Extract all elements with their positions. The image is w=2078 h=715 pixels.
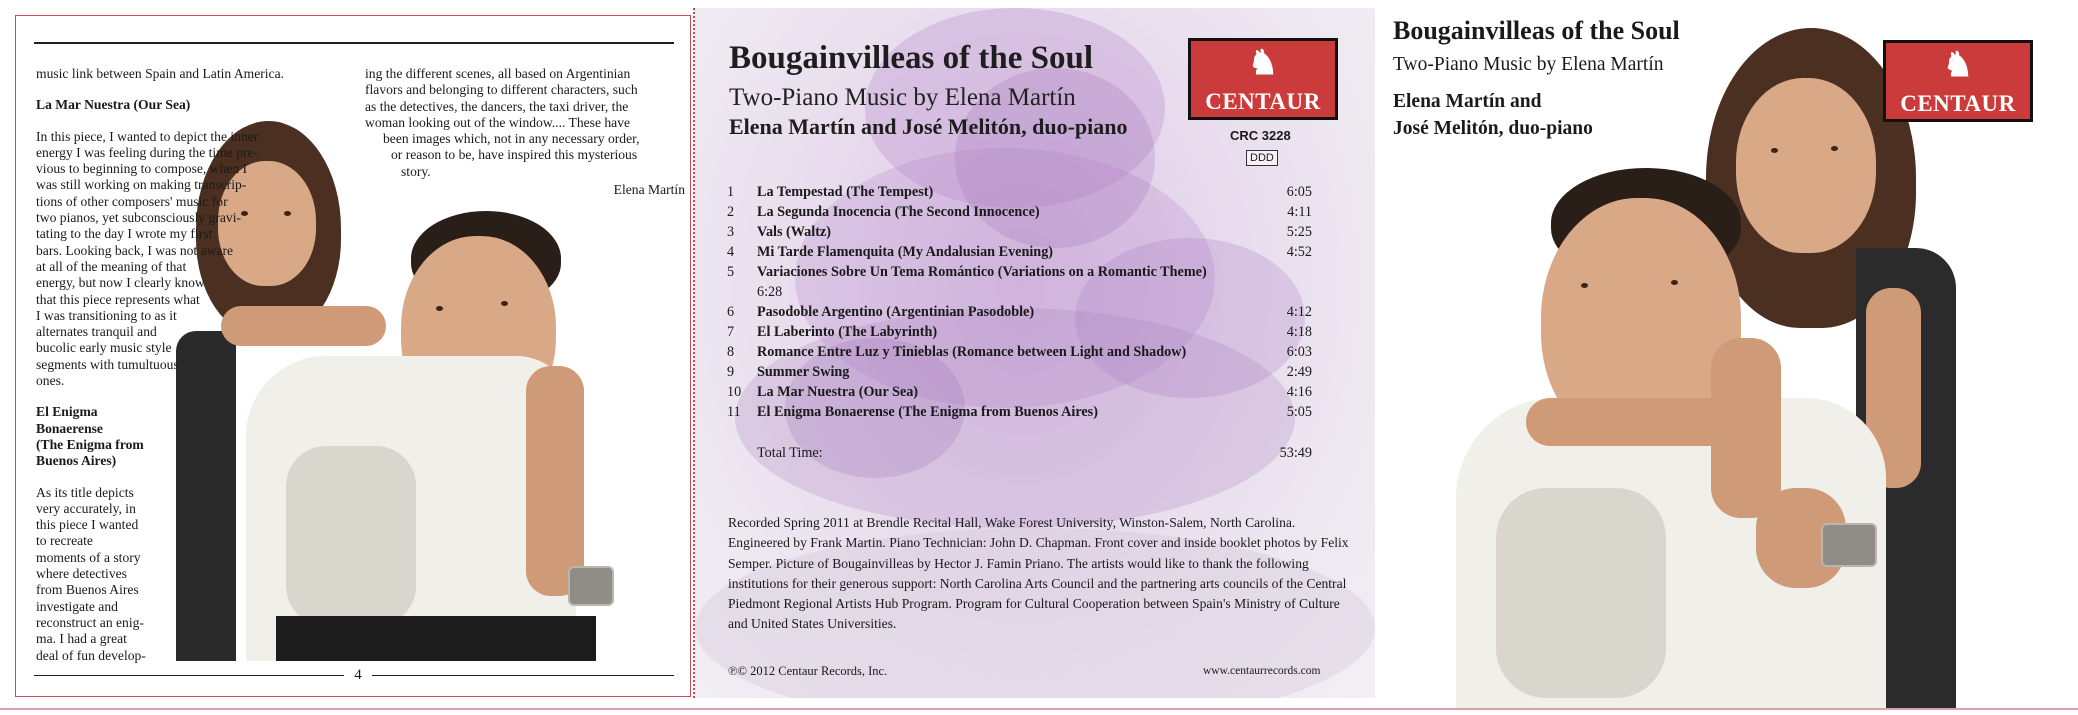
text-line: story. <box>401 163 431 179</box>
centaur-icon: ♞ <box>1942 47 1974 84</box>
text-line: energy, but now I clearly know <box>36 275 205 291</box>
track-title: La Mar Nuestra (Our Sea) <box>757 384 919 400</box>
cover-performers <box>1393 88 1693 142</box>
bottom-rule-left <box>34 675 344 676</box>
text-line: (The Enigma from <box>36 436 144 452</box>
track-duration: 4:12 <box>1286 304 1312 320</box>
track-row <box>727 204 1312 224</box>
ddd-badge: DDD <box>1246 150 1278 166</box>
track-duration: 4:11 <box>1287 204 1312 220</box>
track-number: 5 <box>727 264 735 280</box>
track-number: 2 <box>727 204 735 220</box>
track-number: 3 <box>727 224 735 240</box>
track-duration: 6:28 <box>757 284 783 300</box>
text-line: very accurately, in <box>36 500 136 516</box>
bottom-rule-right <box>372 675 674 676</box>
text-line: to recreate <box>36 533 93 549</box>
track-title: El Enigma Bonaerense (The Enigma from Buenos Aires) <box>757 404 1098 420</box>
text-line: been images which, not in any necessary order, <box>383 131 640 147</box>
booklet-paragraph: music link between Spain and Latin America. <box>36 66 285 81</box>
cover-title: Bougainvilleas of the Soul <box>1393 16 1680 45</box>
tray-card <box>693 8 1375 698</box>
booklet-heading <box>36 404 346 469</box>
track-row <box>727 364 1312 384</box>
booklet-paragraph <box>36 485 346 664</box>
track-number: 8 <box>727 344 735 360</box>
text-line: tating to the day I wrote my first <box>36 226 213 242</box>
track-number: 1 <box>727 184 735 200</box>
booklet-heading: La Mar Nuestra (Our Sea) <box>36 97 191 113</box>
text-line: segments with tumultuous <box>36 356 179 372</box>
track-duration: 5:05 <box>1286 404 1312 420</box>
catalog-number: CRC 3228 <box>1230 128 1291 143</box>
text-line: as the detectives, the dancers, the taxi driver, the <box>365 98 629 114</box>
recording-credits: Recorded Spring 2011 at Brendle Recital Hall, Wake Forest University, Winston-Salem, North Carolina. Engineered by Frank Martin. Piano Technician: John D. Chapman. Front cover and inside booklet photos by Felix Semper. Picture of Bougainvilleas by Hector J. Famin Priano. The artists would like to thank the following institutions for their generous support: North Carolina Arts Council and the partnering arts councils of the Central Piedmont Regional Artists Hub Program. Program for Cultural Cooperation between Spain's Ministry of Culture and United States Universities. <box>728 515 1349 632</box>
text-line: ing the different scenes, all based on Argentinian <box>365 66 631 81</box>
text-line: where detectives <box>36 566 127 582</box>
track-row <box>727 244 1312 264</box>
track-row <box>727 404 1312 424</box>
text-line: El Enigma <box>36 404 98 420</box>
performers-line: Elena Martín and <box>1393 91 1542 112</box>
track-title: Romance Entre Luz y Tinieblas (Romance between Light and Shadow) <box>757 344 1187 360</box>
track-duration: 2:49 <box>1286 364 1312 380</box>
text-line: deal of fun develop- <box>36 647 146 663</box>
track-duration: 4:16 <box>1286 384 1312 400</box>
text-line: I was transitioning to as it <box>36 307 177 323</box>
text-line: was still working on making transcrip- <box>36 177 247 193</box>
front-cover <box>1376 8 2072 708</box>
track-row <box>727 224 1312 244</box>
total-time-row <box>757 445 1312 462</box>
track-title: La Tempestad (The Tempest) <box>757 184 934 200</box>
track-number: 7 <box>727 324 735 340</box>
text-line: energy I was feeling during the time pre- <box>36 144 259 160</box>
track-number: 10 <box>727 384 742 400</box>
text-line: reconstruct an enig- <box>36 614 144 630</box>
text-line: or reason to be, have inspired this mysterious <box>391 147 638 163</box>
track-duration: 4:18 <box>1286 324 1312 340</box>
text-line: moments of a story <box>36 549 141 565</box>
text-line: two pianos, yet subconsciously gravi- <box>36 210 242 226</box>
text-line: flavors and belonging to different characters, such <box>365 82 638 98</box>
track-title: El Laberinto (The Labyrinth) <box>757 324 938 340</box>
text-line: vious to beginning to compose, when I <box>36 161 248 177</box>
track-row <box>727 304 1312 324</box>
track-duration: 6:05 <box>1286 184 1312 200</box>
total-time-label: Total Time: <box>757 445 823 461</box>
centaur-logo <box>1188 38 1338 120</box>
centaur-logo <box>1883 40 2033 122</box>
booklet-page-4 <box>15 15 691 697</box>
track-row <box>727 184 1312 204</box>
text-line: Buenos Aires) <box>36 453 117 469</box>
text-line: As its title depicts <box>36 484 134 500</box>
album-subtitle: Two-Piano Music by Elena Martín <box>729 84 1076 111</box>
top-rule <box>34 42 674 44</box>
track-number: 4 <box>727 244 735 260</box>
performers: Elena Martín and José Melitón, duo-piano <box>729 114 1128 139</box>
track-number: 9 <box>727 364 735 380</box>
track-duration: 6:03 <box>1286 344 1312 360</box>
text-line: at all of the meaning of that <box>36 258 187 274</box>
text-line: bucolic early music style <box>36 340 172 356</box>
track-duration: 4:52 <box>1286 244 1312 260</box>
total-time-value: 53:49 <box>1279 445 1312 461</box>
track-list <box>727 184 1312 424</box>
text-line: investigate and <box>36 598 118 614</box>
page-number: 4 <box>349 667 367 684</box>
track-title: Vals (Waltz) <box>757 224 831 240</box>
track-title: La Segunda Inocencia (The Second Innocence) <box>757 204 1040 220</box>
text-line: bars. Looking back, I was not aware <box>36 242 234 258</box>
track-row <box>727 384 1312 404</box>
trim-line <box>0 708 2078 710</box>
text-line: ones. <box>36 373 65 389</box>
author-signature: Elena Martín <box>613 182 685 198</box>
text-line: ma. I had a great <box>36 631 127 647</box>
text-line: this piece I wanted <box>36 517 139 533</box>
logo-text: CENTAUR <box>1205 89 1321 114</box>
track-row <box>727 344 1312 364</box>
text-line: In this piece, I wanted to depict the inner <box>36 128 259 144</box>
text-line: tions of other composers' music for <box>36 193 228 209</box>
track-title: Variaciones Sobre Un Tema Romántico (Variations on a Romantic Theme) <box>757 264 1207 280</box>
track-number: 11 <box>727 404 741 420</box>
track-title: Mi Tarde Flamenquita (My Andalusian Evening) <box>757 244 1054 260</box>
copyright-notice: ℗© 2012 Centaur Records, Inc. <box>728 664 888 678</box>
text-line: alternates tranquil and <box>36 324 157 340</box>
booklet-column-1 <box>36 66 346 679</box>
track-title: Pasodoble Argentino (Argentinian Pasodoble) <box>757 304 1035 320</box>
website-url: www.centaurrecords.com <box>1203 665 1321 677</box>
booklet-column-2 <box>365 66 685 198</box>
cover-subtitle: Two-Piano Music by Elena Martín <box>1393 54 1664 75</box>
text-line: that this piece represents what <box>36 291 200 307</box>
track-title: Summer Swing <box>757 364 850 380</box>
track-number: 6 <box>727 304 735 320</box>
booklet-paragraph <box>36 129 346 390</box>
track-duration: 5:25 <box>1286 224 1312 240</box>
text-line: Bonaerense <box>36 420 103 436</box>
track-row <box>727 264 1312 304</box>
performers-line: José Melitón, duo-piano <box>1393 118 1593 139</box>
text-line: woman looking out of the window.... These have <box>365 114 631 130</box>
centaur-icon: ♞ <box>1247 45 1279 82</box>
album-title: Bougainvilleas of the Soul <box>729 40 1093 76</box>
logo-text: CENTAUR <box>1900 91 2016 116</box>
text-line: from Buenos Aires <box>36 582 139 598</box>
track-row <box>727 324 1312 344</box>
